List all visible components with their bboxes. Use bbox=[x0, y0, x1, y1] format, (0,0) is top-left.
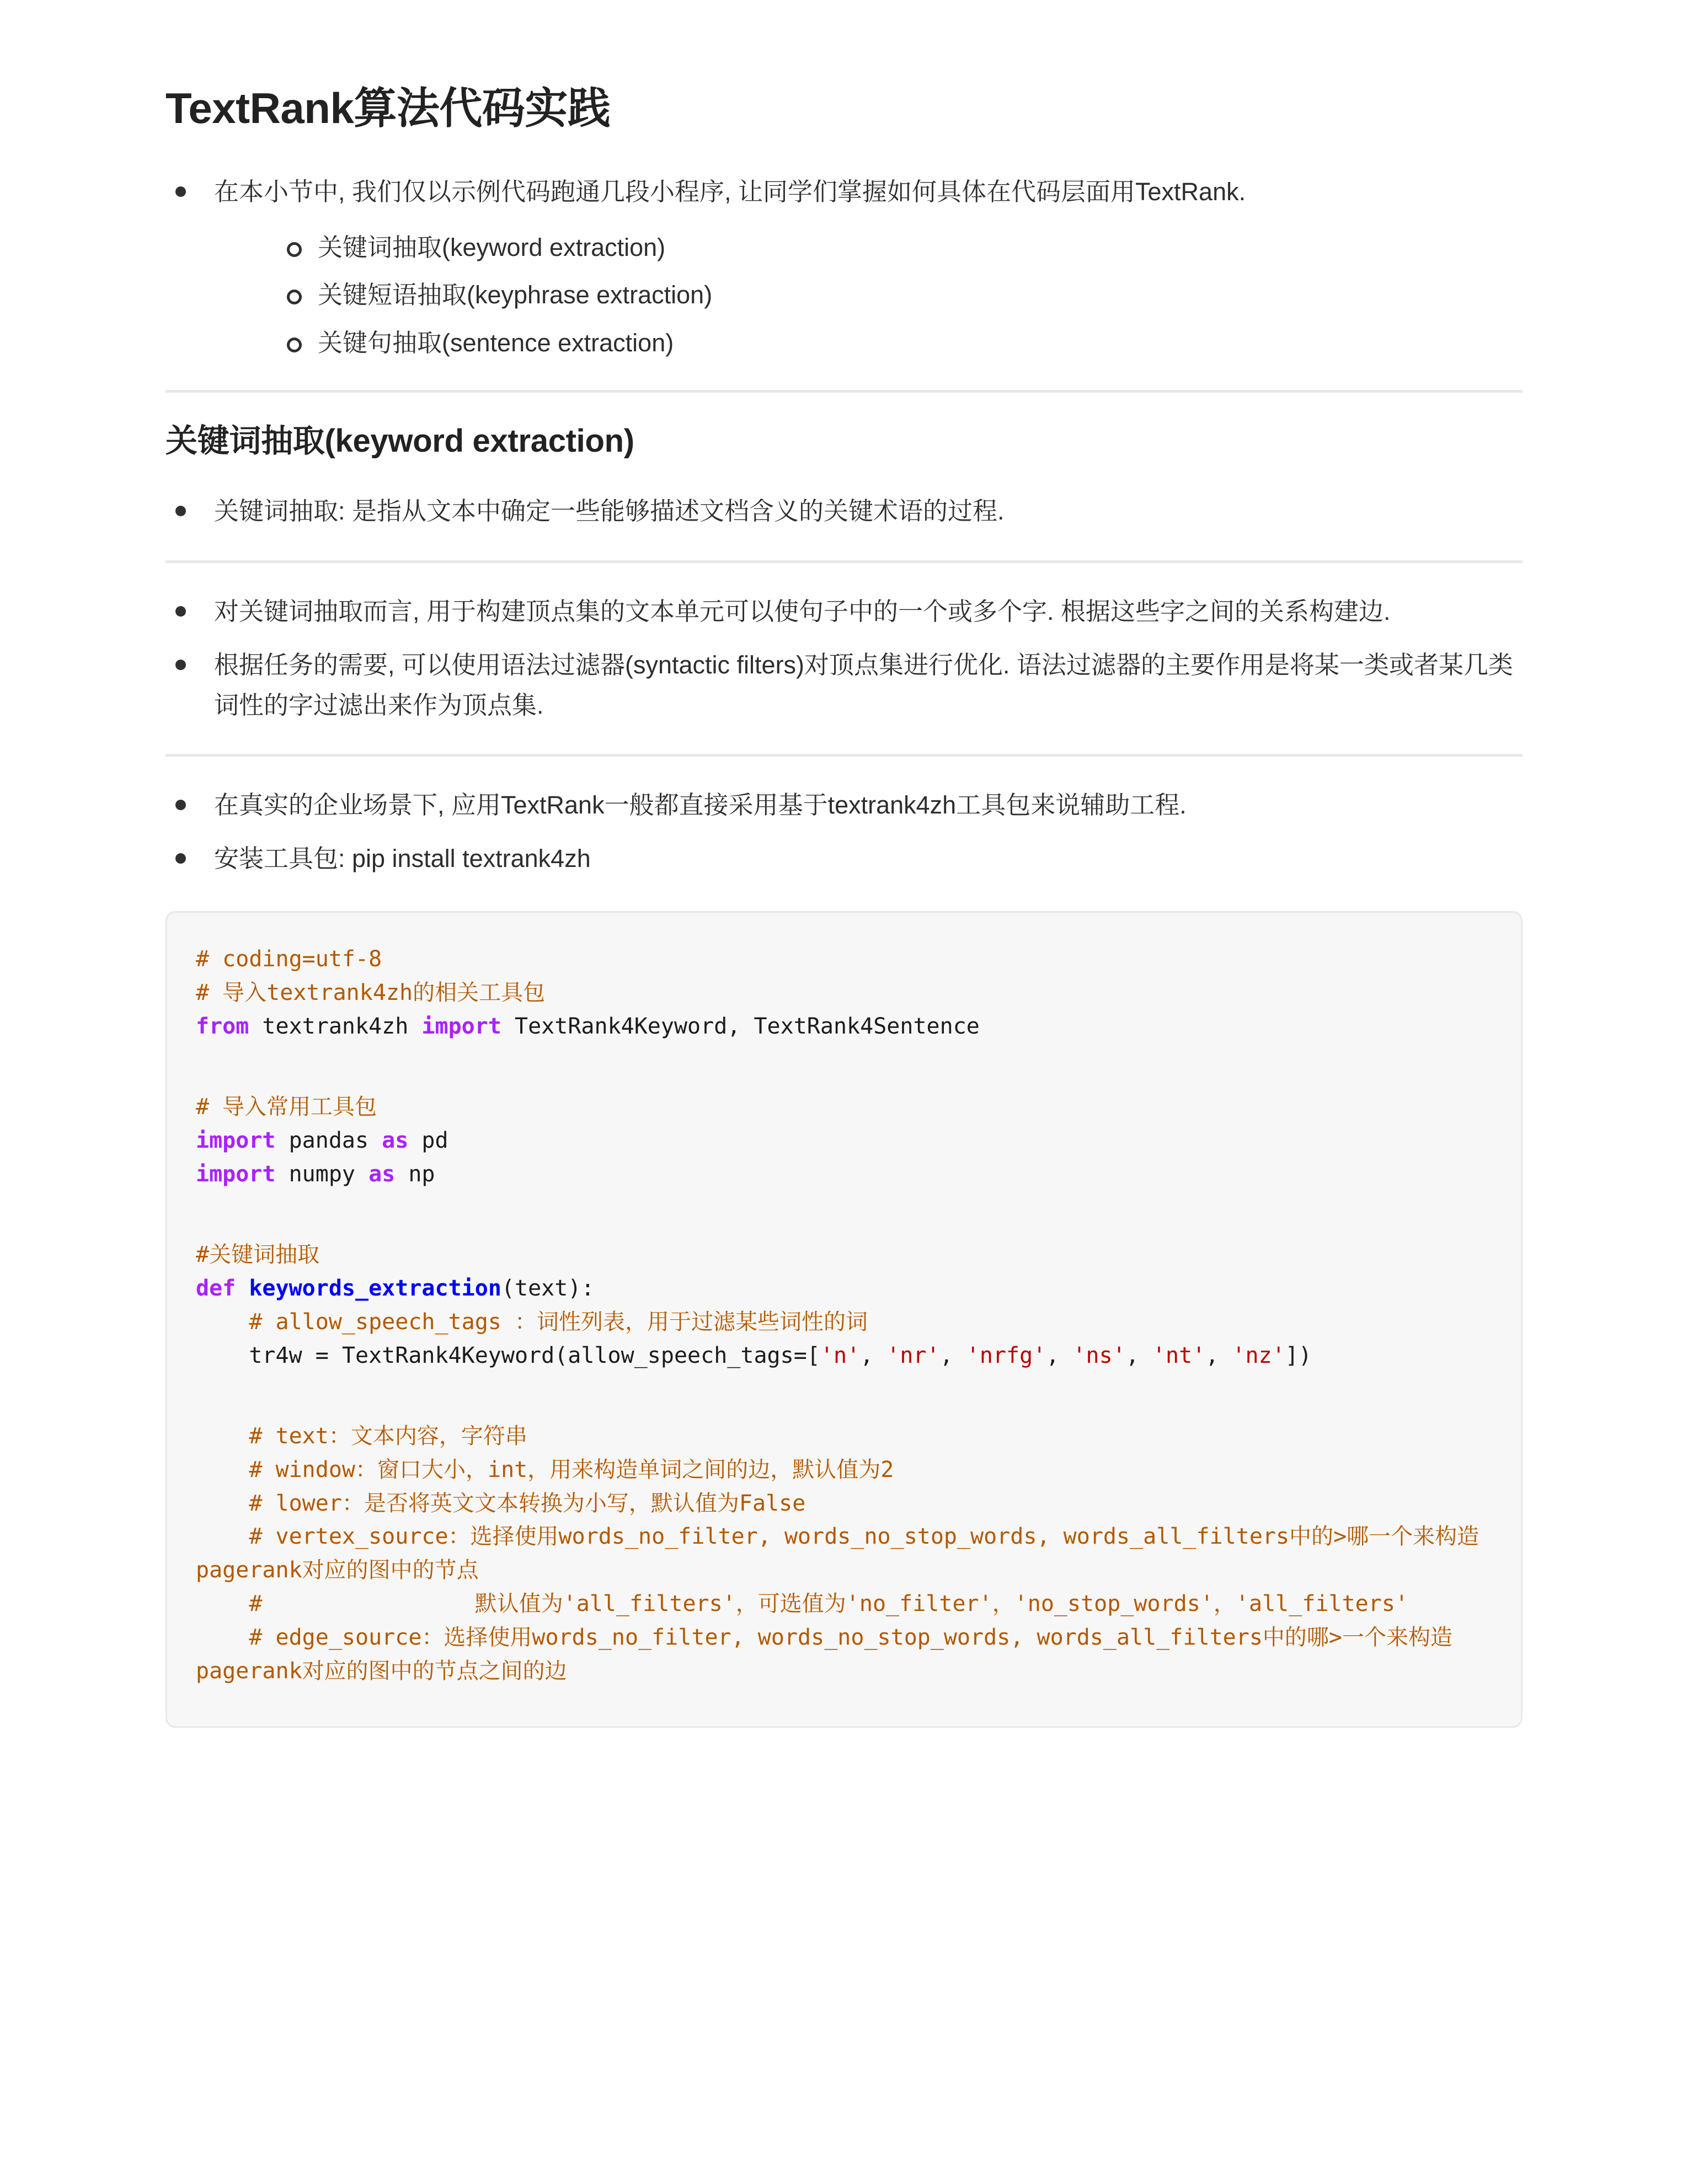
section-heading-keyword-extraction: 关键词抽取(keyword extraction) bbox=[165, 423, 634, 459]
list-item bbox=[284, 276, 1523, 314]
code-token: pd bbox=[408, 1128, 448, 1154]
list-item bbox=[165, 645, 1523, 726]
bullet-circle-icon bbox=[287, 242, 302, 257]
code-token: , bbox=[1125, 1342, 1152, 1368]
bullet-disc-icon bbox=[175, 660, 186, 670]
code-token: 'nz' bbox=[1232, 1342, 1285, 1368]
code-token: as bbox=[382, 1128, 409, 1154]
intro-sub-bullet-list bbox=[214, 229, 1523, 362]
definition-bullet-list bbox=[165, 491, 1523, 532]
code-token: np bbox=[395, 1161, 435, 1187]
intro-bullet-text: 在本小节中, 我们仅以示例代码跑通几段小程序, 让同学们掌握如何具体在代码层面用TextRank. bbox=[214, 178, 1246, 206]
code-token: # allow_speech_tags ：词性列表，用于过滤某些词性的词 bbox=[196, 1309, 868, 1335]
code-token: # 导入textrank4zh的相关工具包 bbox=[196, 980, 546, 1006]
code-token: numpy bbox=[275, 1161, 369, 1187]
code-token: pandas bbox=[275, 1128, 382, 1154]
page-title: TextRank算法代码实践 bbox=[165, 84, 611, 132]
list-item bbox=[165, 491, 1523, 532]
definition-text: 关键词抽取: 是指从文本中确定一些能够描述文档含义的关键术语的过程. bbox=[214, 496, 1005, 525]
section-divider bbox=[165, 390, 1523, 393]
sub-item-keyphrase-extraction: 关键短语抽取(keyphrase extraction) bbox=[318, 281, 713, 309]
code-token: (text): bbox=[501, 1276, 595, 1302]
list-item bbox=[165, 172, 1523, 361]
bullet-disc-icon bbox=[175, 606, 186, 617]
code-token: # coding=utf-8 bbox=[196, 946, 382, 972]
code-token: def bbox=[196, 1276, 236, 1302]
vertex-bullet-list bbox=[165, 592, 1523, 726]
list-item bbox=[165, 785, 1523, 826]
list-item bbox=[284, 324, 1523, 362]
code-token: import bbox=[421, 1013, 501, 1039]
code-token: , bbox=[939, 1342, 966, 1368]
code-token: 'nr' bbox=[886, 1342, 940, 1368]
code-token: # text：文本内容，字符串 bbox=[196, 1423, 527, 1449]
list-item bbox=[165, 839, 1523, 879]
code-token: import bbox=[196, 1161, 276, 1187]
code-token: , bbox=[1205, 1342, 1232, 1368]
code-token bbox=[236, 1276, 249, 1301]
list-item bbox=[165, 592, 1523, 632]
code-block bbox=[165, 911, 1523, 1728]
section-divider bbox=[165, 754, 1523, 757]
code-content bbox=[196, 943, 1492, 1688]
code-token: # vertex_source：选择使用words_no_filter, words_no_stop_words, words_all_filters中的>哪一个来构造pagerank对应的图中的节点 bbox=[196, 1524, 1479, 1583]
code-token: #关键词抽取 bbox=[196, 1242, 320, 1268]
bullet-disc-icon bbox=[175, 506, 186, 516]
code-token: keywords_extraction bbox=[249, 1276, 501, 1302]
code-token: 'ns' bbox=[1072, 1342, 1126, 1368]
code-blank-line bbox=[196, 1043, 1492, 1057]
bullet-disc-icon bbox=[175, 853, 186, 864]
sub-item-keyword-extraction: 关键词抽取(keyword extraction) bbox=[318, 233, 666, 261]
bullet-circle-icon bbox=[287, 338, 302, 352]
code-token: import bbox=[196, 1128, 276, 1154]
enterprise-usage-text: 在真实的企业场景下, 应用TextRank一般都直接采用基于textrank4zh工具包来说辅助工程. bbox=[214, 791, 1187, 820]
code-token: , bbox=[1046, 1342, 1073, 1368]
code-token: # edge_source：选择使用words_no_filter, words_no_stop_words, words_all_filters中的哪>一个来构造pagerank对应的图中的节点之间的边 bbox=[196, 1624, 1452, 1684]
code-token: from bbox=[196, 1013, 249, 1039]
code-token: # window：窗口大小，int，用来构造单词之间的边，默认值为2 bbox=[196, 1457, 894, 1482]
code-token: , bbox=[860, 1342, 887, 1368]
list-item bbox=[284, 229, 1523, 266]
code-token: # 默认值为'all_filters'，可选值为'no_filter'，'no_stop_words'，'all_filters' bbox=[196, 1591, 1408, 1616]
code-blank-line bbox=[196, 1372, 1492, 1386]
code-token: 'nt' bbox=[1152, 1342, 1206, 1368]
install-command-text: 安装工具包: pip install textrank4zh bbox=[214, 844, 591, 873]
vertex-construction-text: 对关键词抽取而言, 用于构建顶点集的文本单元可以使句子中的一个或多个字. 根据这些字之间的关系构建边. bbox=[214, 597, 1391, 625]
code-token: textrank4zh bbox=[249, 1013, 422, 1039]
tooling-bullet-list bbox=[165, 785, 1523, 879]
code-token: # 导入常用工具包 bbox=[196, 1094, 377, 1120]
code-token: TextRank4Keyword, TextRank4Sentence bbox=[501, 1013, 980, 1039]
syntactic-filter-text: 根据任务的需要, 可以使用语法过滤器(syntactic filters)对顶点集进行优化. 语法过滤器的主要作用是将某一类或者某几类词性的字过滤出来作为顶点集. bbox=[214, 650, 1514, 719]
section-divider bbox=[165, 560, 1523, 563]
intro-bullet-list bbox=[165, 172, 1523, 361]
sub-item-sentence-extraction: 关键句抽取(sentence extraction) bbox=[318, 328, 674, 357]
code-token: 'nrfg' bbox=[966, 1342, 1046, 1368]
code-token: # lower：是否将英文文本转换为小写，默认值为False bbox=[196, 1490, 806, 1516]
bullet-circle-icon bbox=[287, 290, 302, 304]
code-token: ]) bbox=[1285, 1342, 1312, 1368]
code-token: as bbox=[368, 1161, 396, 1187]
bullet-disc-icon bbox=[175, 186, 186, 197]
code-blank-line bbox=[196, 1191, 1492, 1205]
code-token: 'n' bbox=[820, 1342, 861, 1368]
code-token: tr4w = TextRank4Keyword(allow_speech_tags=[ bbox=[196, 1342, 820, 1368]
bullet-disc-icon bbox=[175, 800, 186, 810]
